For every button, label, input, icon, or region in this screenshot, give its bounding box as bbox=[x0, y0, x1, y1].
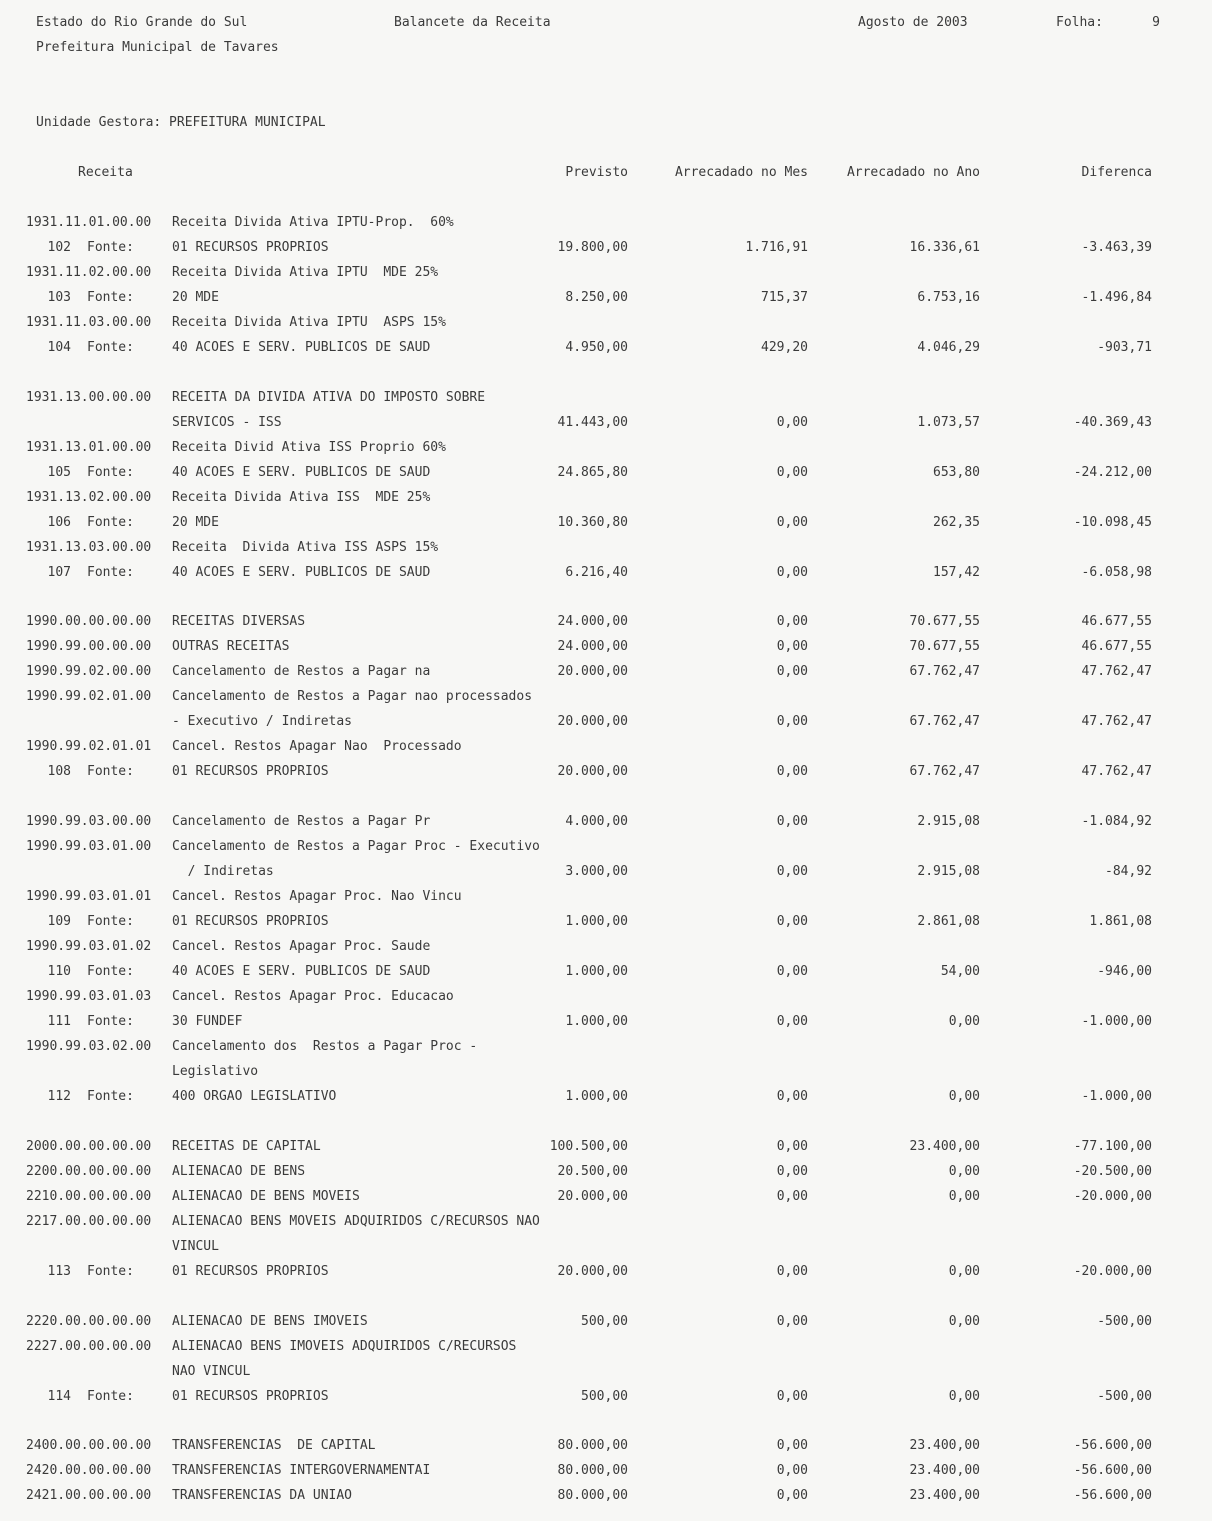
fonte-label: Fonte: bbox=[87, 1264, 134, 1279]
account-code: 1990.99.02.01.00 bbox=[26, 689, 152, 704]
value-arrecadado-ano: 0,00 bbox=[948, 1164, 980, 1179]
fonte-description: 30 FUNDEF bbox=[172, 1014, 243, 1029]
value-arrecadado-ano: 4.046,29 bbox=[917, 340, 980, 355]
value-arrecadado-ano: 157,42 bbox=[933, 565, 980, 580]
account-description-continued: - Executivo / Indiretas bbox=[172, 714, 353, 729]
account-description: TRANSFERENCIAS DA UNIAO bbox=[172, 1488, 353, 1503]
value-arrecadado-ano: 16.336,61 bbox=[909, 240, 980, 255]
value-arrecadado-ano: 23.400,00 bbox=[909, 1463, 980, 1478]
account-code: 1931.13.02.00.00 bbox=[26, 490, 152, 505]
column-header-diferenca: Diferenca bbox=[1081, 165, 1152, 180]
value-arrecadado-ano: 0,00 bbox=[948, 1189, 980, 1204]
value-previsto: 4.000,00 bbox=[565, 814, 628, 829]
value-diferenca: 46.677,55 bbox=[1081, 614, 1152, 629]
value-previsto: 20.000,00 bbox=[557, 1264, 628, 1279]
fonte-number: 105 bbox=[47, 465, 71, 480]
fonte-number: 114 bbox=[47, 1389, 71, 1404]
fonte-label: Fonte: bbox=[87, 914, 134, 929]
value-arrecadado-ano: 0,00 bbox=[948, 1014, 980, 1029]
fonte-number: 107 bbox=[47, 565, 71, 580]
account-code: 1931.13.03.00.00 bbox=[26, 540, 152, 555]
account-description: RECEITA DA DIVIDA ATIVA DO IMPOSTO SOBRE bbox=[172, 390, 486, 405]
value-diferenca: -946,00 bbox=[1097, 964, 1152, 979]
account-description: Cancel. Restos Apagar Proc. Educacao bbox=[172, 989, 454, 1004]
account-description: Receita Divida Ativa ISS MDE 25% bbox=[172, 490, 431, 505]
value-arrecadado-mes: 0,00 bbox=[776, 1139, 808, 1154]
account-description: ALIENACAO DE BENS bbox=[172, 1164, 306, 1179]
value-arrecadado-mes: 0,00 bbox=[776, 614, 808, 629]
value-diferenca: -24.212,00 bbox=[1073, 465, 1152, 480]
account-description: ALIENACAO DE BENS MOVEIS bbox=[172, 1189, 360, 1204]
account-description: ALIENACAO DE BENS IMOVEIS bbox=[172, 1314, 368, 1329]
fonte-label: Fonte: bbox=[87, 1389, 134, 1404]
value-diferenca: -3.463,39 bbox=[1081, 240, 1152, 255]
value-arrecadado-mes: 0,00 bbox=[776, 664, 808, 679]
account-description: Receita Divida Ativa ISS ASPS 15% bbox=[172, 540, 439, 555]
account-description: Cancelamento de Restos a Pagar Proc - Executivo bbox=[172, 839, 540, 854]
account-code: 2000.00.00.00.00 bbox=[26, 1139, 152, 1154]
fonte-number: 110 bbox=[47, 964, 71, 979]
value-previsto: 6.216,40 bbox=[565, 565, 628, 580]
value-previsto: 10.360,80 bbox=[557, 515, 628, 530]
value-diferenca: -56.600,00 bbox=[1073, 1438, 1152, 1453]
account-description: RECEITAS DE CAPITAL bbox=[172, 1139, 321, 1154]
value-previsto: 24.000,00 bbox=[557, 614, 628, 629]
value-arrecadado-mes: 0,00 bbox=[776, 1164, 808, 1179]
fonte-description: 400 ORGAO LEGISLATIVO bbox=[172, 1089, 337, 1104]
fonte-description: 01 RECURSOS PROPRIOS bbox=[172, 764, 329, 779]
fonte-label: Fonte: bbox=[87, 515, 134, 530]
account-code: 1931.13.01.00.00 bbox=[26, 440, 152, 455]
column-header-previsto: Previsto bbox=[565, 165, 628, 180]
account-code: 1990.00.00.00.00 bbox=[26, 614, 152, 629]
value-arrecadado-mes: 0,00 bbox=[776, 864, 808, 879]
account-description-continued: Legislativo bbox=[172, 1064, 259, 1079]
value-arrecadado-ano: 0,00 bbox=[948, 1389, 980, 1404]
value-arrecadado-mes: 429,20 bbox=[761, 340, 808, 355]
account-description: RECEITAS DIVERSAS bbox=[172, 614, 306, 629]
value-previsto: 20.000,00 bbox=[557, 1189, 628, 1204]
value-arrecadado-mes: 0,00 bbox=[776, 1089, 808, 1104]
fonte-description: 01 RECURSOS PROPRIOS bbox=[172, 240, 329, 255]
value-previsto: 500,00 bbox=[581, 1314, 628, 1329]
report-period: Agosto de 2003 bbox=[858, 15, 968, 30]
value-diferenca: -40.369,43 bbox=[1073, 415, 1152, 430]
value-arrecadado-mes: 0,00 bbox=[776, 1488, 808, 1503]
column-header-arrecadado-mes: Arrecadado no Mes bbox=[674, 165, 808, 180]
value-arrecadado-ano: 2.861,08 bbox=[917, 914, 980, 929]
fonte-description: 40 ACOES E SERV. PUBLICOS DE SAUD bbox=[172, 465, 431, 480]
account-description: ALIENACAO BENS MOVEIS ADQUIRIDOS C/RECURSOS NAO bbox=[172, 1214, 540, 1229]
value-arrecadado-mes: 0,00 bbox=[776, 964, 808, 979]
account-code: 2421.00.00.00.00 bbox=[26, 1488, 152, 1503]
value-diferenca: 47.762,47 bbox=[1081, 714, 1152, 729]
value-arrecadado-mes: 1.716,91 bbox=[745, 240, 808, 255]
account-code: 2210.00.00.00.00 bbox=[26, 1189, 152, 1204]
value-arrecadado-mes: 0,00 bbox=[776, 1014, 808, 1029]
value-previsto: 1.000,00 bbox=[565, 914, 628, 929]
fonte-number: 108 bbox=[47, 764, 71, 779]
value-arrecadado-mes: 0,00 bbox=[776, 1389, 808, 1404]
account-description: Receita Divida Ativa IPTU-Prop. 60% bbox=[172, 215, 454, 230]
sheet-number: 9 bbox=[1152, 15, 1160, 30]
account-code: 1990.99.02.01.01 bbox=[26, 739, 152, 754]
value-arrecadado-ano: 0,00 bbox=[948, 1314, 980, 1329]
account-description: Cancelamento de Restos a Pagar na bbox=[172, 664, 431, 679]
account-description: TRANSFERENCIAS INTERGOVERNAMENTAI bbox=[172, 1463, 431, 1478]
account-description: Receita Divida Ativa IPTU ASPS 15% bbox=[172, 315, 446, 330]
value-arrecadado-ano: 0,00 bbox=[948, 1264, 980, 1279]
fonte-description: 01 RECURSOS PROPRIOS bbox=[172, 1264, 329, 1279]
account-description: Cancel. Restos Apagar Proc. Nao Vincu bbox=[172, 889, 462, 904]
value-arrecadado-ano: 653,80 bbox=[933, 465, 980, 480]
account-code: 1990.99.03.00.00 bbox=[26, 814, 152, 829]
account-code: 1990.99.03.02.00 bbox=[26, 1039, 152, 1054]
account-description: ALIENACAO BENS IMOVEIS ADQUIRIDOS C/RECURSOS bbox=[172, 1339, 517, 1354]
value-arrecadado-ano: 54,00 bbox=[940, 964, 980, 979]
account-description: Receita Divida Ativa IPTU MDE 25% bbox=[172, 265, 439, 280]
value-arrecadado-mes: 0,00 bbox=[776, 565, 808, 580]
value-arrecadado-ano: 2.915,08 bbox=[917, 864, 980, 879]
value-diferenca: -56.600,00 bbox=[1073, 1488, 1152, 1503]
fonte-number: 113 bbox=[47, 1264, 71, 1279]
fonte-label: Fonte: bbox=[87, 1014, 134, 1029]
value-diferenca: -6.058,98 bbox=[1081, 565, 1152, 580]
account-description: Receita Divid Ativa ISS Proprio 60% bbox=[172, 440, 446, 455]
value-diferenca: -20.500,00 bbox=[1073, 1164, 1152, 1179]
account-description: TRANSFERENCIAS DE CAPITAL bbox=[172, 1438, 376, 1453]
account-description-continued: SERVICOS - ISS bbox=[172, 415, 282, 430]
fonte-label: Fonte: bbox=[87, 764, 134, 779]
fonte-label: Fonte: bbox=[87, 465, 134, 480]
value-diferenca: -903,71 bbox=[1097, 340, 1152, 355]
value-previsto: 20.500,00 bbox=[557, 1164, 628, 1179]
value-arrecadado-mes: 0,00 bbox=[776, 415, 808, 430]
fonte-label: Fonte: bbox=[87, 1089, 134, 1104]
account-code: 2220.00.00.00.00 bbox=[26, 1314, 152, 1329]
value-arrecadado-mes: 0,00 bbox=[776, 1189, 808, 1204]
value-diferenca: -10.098,45 bbox=[1073, 515, 1152, 530]
account-code: 1931.11.01.00.00 bbox=[26, 215, 152, 230]
value-previsto: 100.500,00 bbox=[549, 1139, 628, 1154]
value-arrecadado-ano: 23.400,00 bbox=[909, 1139, 980, 1154]
column-header-receita: Receita bbox=[78, 165, 133, 180]
column-header-arrecadado-ano: Arrecadado no Ano bbox=[846, 165, 980, 180]
account-code: 1931.13.00.00.00 bbox=[26, 390, 152, 405]
value-diferenca: -20.000,00 bbox=[1073, 1189, 1152, 1204]
state-name: Estado do Rio Grande do Sul bbox=[36, 15, 248, 30]
value-previsto: 20.000,00 bbox=[557, 764, 628, 779]
value-arrecadado-mes: 0,00 bbox=[776, 914, 808, 929]
account-code: 1990.99.03.01.03 bbox=[26, 989, 152, 1004]
fonte-label: Fonte: bbox=[87, 290, 134, 305]
account-description-continued: / Indiretas bbox=[172, 864, 274, 879]
account-description: Cancelamento de Restos a Pagar nao processados bbox=[172, 689, 533, 704]
account-code: 1931.11.02.00.00 bbox=[26, 265, 152, 280]
account-description: Cancel. Restos Apagar Proc. Saude bbox=[172, 939, 431, 954]
value-previsto: 80.000,00 bbox=[557, 1438, 628, 1453]
value-previsto: 20.000,00 bbox=[557, 714, 628, 729]
account-code: 2217.00.00.00.00 bbox=[26, 1214, 152, 1229]
value-arrecadado-mes: 0,00 bbox=[776, 639, 808, 654]
management-unit: Unidade Gestora: PREFEITURA MUNICIPAL bbox=[36, 115, 326, 130]
value-previsto: 80.000,00 bbox=[557, 1463, 628, 1478]
value-arrecadado-ano: 70.677,55 bbox=[909, 639, 980, 654]
value-arrecadado-ano: 0,00 bbox=[948, 1089, 980, 1104]
value-arrecadado-ano: 67.762,47 bbox=[909, 714, 980, 729]
fonte-number: 109 bbox=[47, 914, 71, 929]
value-arrecadado-mes: 0,00 bbox=[776, 465, 808, 480]
value-diferenca: 1.861,08 bbox=[1089, 914, 1152, 929]
municipality-name: Prefeitura Municipal de Tavares bbox=[36, 40, 279, 55]
fonte-number: 103 bbox=[47, 290, 71, 305]
account-description-continued: NAO VINCUL bbox=[172, 1364, 251, 1379]
value-diferenca: -1.084,92 bbox=[1081, 814, 1152, 829]
value-previsto: 41.443,00 bbox=[557, 415, 628, 430]
account-code: 1990.99.02.00.00 bbox=[26, 664, 152, 679]
value-arrecadado-mes: 0,00 bbox=[776, 1463, 808, 1478]
value-arrecadado-mes: 0,00 bbox=[776, 814, 808, 829]
value-diferenca: -84,92 bbox=[1105, 864, 1152, 879]
value-diferenca: -500,00 bbox=[1097, 1314, 1152, 1329]
account-code: 2420.00.00.00.00 bbox=[26, 1463, 152, 1478]
value-arrecadado-ano: 23.400,00 bbox=[909, 1438, 980, 1453]
account-code: 1990.99.03.01.00 bbox=[26, 839, 152, 854]
value-arrecadado-ano: 23.400,00 bbox=[909, 1488, 980, 1503]
value-previsto: 4.950,00 bbox=[565, 340, 628, 355]
account-code: 1990.99.03.01.02 bbox=[26, 939, 152, 954]
value-arrecadado-mes: 0,00 bbox=[776, 1264, 808, 1279]
value-arrecadado-ano: 1.073,57 bbox=[917, 415, 980, 430]
fonte-description: 01 RECURSOS PROPRIOS bbox=[172, 1389, 329, 1404]
account-description: OUTRAS RECEITAS bbox=[172, 639, 290, 654]
value-arrecadado-mes: 0,00 bbox=[776, 515, 808, 530]
value-arrecadado-mes: 0,00 bbox=[776, 764, 808, 779]
account-description: Cancel. Restos Apagar Nao Processado bbox=[172, 739, 462, 754]
account-code: 1990.99.00.00.00 bbox=[26, 639, 152, 654]
sheet-label: Folha: bbox=[1056, 15, 1103, 30]
value-arrecadado-mes: 0,00 bbox=[776, 714, 808, 729]
value-previsto: 24.000,00 bbox=[557, 639, 628, 654]
value-previsto: 20.000,00 bbox=[557, 664, 628, 679]
value-diferenca: 47.762,47 bbox=[1081, 764, 1152, 779]
account-code: 1990.99.03.01.01 bbox=[26, 889, 152, 904]
fonte-description: 40 ACOES E SERV. PUBLICOS DE SAUD bbox=[172, 964, 431, 979]
value-arrecadado-ano: 67.762,47 bbox=[909, 664, 980, 679]
value-arrecadado-mes: 0,00 bbox=[776, 1314, 808, 1329]
fonte-description: 40 ACOES E SERV. PUBLICOS DE SAUD bbox=[172, 565, 431, 580]
fonte-number: 111 bbox=[47, 1014, 71, 1029]
value-previsto: 1.000,00 bbox=[565, 1014, 628, 1029]
fonte-number: 102 bbox=[47, 240, 71, 255]
value-previsto: 3.000,00 bbox=[565, 864, 628, 879]
account-description-continued: VINCUL bbox=[172, 1239, 219, 1254]
account-code: 2227.00.00.00.00 bbox=[26, 1339, 152, 1354]
value-diferenca: 46.677,55 bbox=[1081, 639, 1152, 654]
value-previsto: 24.865,80 bbox=[557, 465, 628, 480]
value-diferenca: -1.000,00 bbox=[1081, 1014, 1152, 1029]
value-diferenca: -1.496,84 bbox=[1081, 290, 1152, 305]
value-previsto: 19.800,00 bbox=[557, 240, 628, 255]
value-diferenca: 47.762,47 bbox=[1081, 664, 1152, 679]
value-arrecadado-ano: 67.762,47 bbox=[909, 764, 980, 779]
fonte-description: 01 RECURSOS PROPRIOS bbox=[172, 914, 329, 929]
fonte-label: Fonte: bbox=[87, 565, 134, 580]
value-arrecadado-ano: 262,35 bbox=[933, 515, 980, 530]
fonte-label: Fonte: bbox=[87, 964, 134, 979]
report-title: Balancete da Receita bbox=[394, 15, 551, 30]
value-previsto: 1.000,00 bbox=[565, 964, 628, 979]
fonte-number: 106 bbox=[47, 515, 71, 530]
value-arrecadado-ano: 6.753,16 bbox=[917, 290, 980, 305]
value-diferenca: -20.000,00 bbox=[1073, 1264, 1152, 1279]
value-diferenca: -500,00 bbox=[1097, 1389, 1152, 1404]
account-description: Cancelamento de Restos a Pagar Pr bbox=[172, 814, 431, 829]
fonte-number: 112 bbox=[47, 1089, 71, 1104]
account-code: 2200.00.00.00.00 bbox=[26, 1164, 152, 1179]
fonte-number: 104 bbox=[47, 340, 71, 355]
value-diferenca: -56.600,00 bbox=[1073, 1463, 1152, 1478]
value-previsto: 500,00 bbox=[581, 1389, 628, 1404]
value-previsto: 1.000,00 bbox=[565, 1089, 628, 1104]
value-arrecadado-mes: 0,00 bbox=[776, 1438, 808, 1453]
value-previsto: 80.000,00 bbox=[557, 1488, 628, 1503]
value-arrecadado-ano: 2.915,08 bbox=[917, 814, 980, 829]
fonte-label: Fonte: bbox=[87, 240, 134, 255]
account-code: 2400.00.00.00.00 bbox=[26, 1438, 152, 1453]
value-previsto: 8.250,00 bbox=[565, 290, 628, 305]
account-code: 1931.11.03.00.00 bbox=[26, 315, 152, 330]
value-diferenca: -77.100,00 bbox=[1073, 1139, 1152, 1154]
fonte-description: 20 MDE bbox=[172, 515, 219, 530]
account-description: Cancelamento dos Restos a Pagar Proc - bbox=[172, 1039, 478, 1054]
fonte-description: 20 MDE bbox=[172, 290, 219, 305]
value-arrecadado-ano: 70.677,55 bbox=[909, 614, 980, 629]
value-arrecadado-mes: 715,37 bbox=[761, 290, 808, 305]
value-diferenca: -1.000,00 bbox=[1081, 1089, 1152, 1104]
fonte-description: 40 ACOES E SERV. PUBLICOS DE SAUD bbox=[172, 340, 431, 355]
fonte-label: Fonte: bbox=[87, 340, 134, 355]
